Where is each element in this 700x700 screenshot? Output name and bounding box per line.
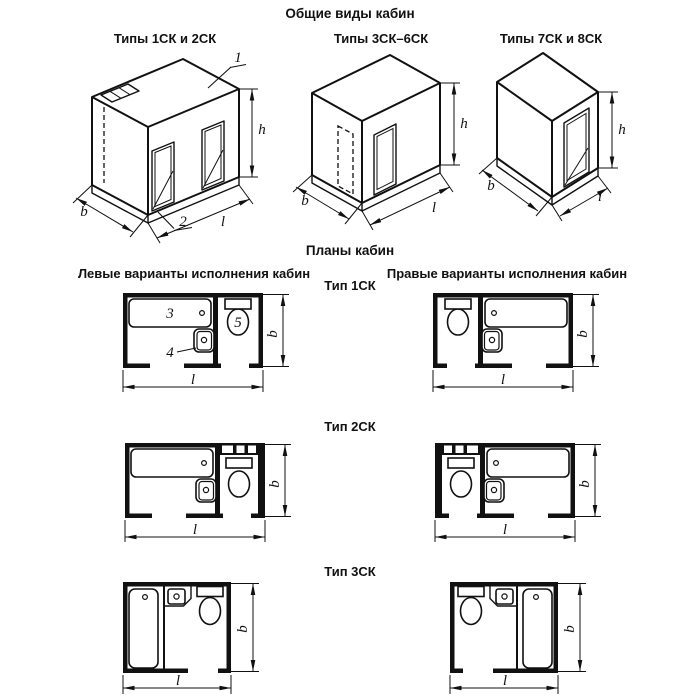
plan-3sk-left-geometry <box>123 582 231 673</box>
dim-label-b: b <box>301 193 309 209</box>
plan-2sk-left-geometry <box>125 443 265 518</box>
plan-1sk-left-geometry <box>123 293 263 368</box>
dim-label-l: l <box>431 200 437 216</box>
figure3-caption: Типы 7СК и 8СК <box>499 31 603 46</box>
dim-label-h: h <box>460 116 468 132</box>
dim-label-h: h <box>618 122 626 138</box>
callout-1-ceiling-panel: 1 <box>234 50 242 66</box>
dim-label-l: l <box>175 673 181 689</box>
roof-vent-grille <box>101 84 139 102</box>
iso-view-types-1sk-2sk <box>73 50 266 243</box>
plan-3sk-left <box>123 582 259 694</box>
dim-label-l: l <box>192 522 198 538</box>
dim-label-l: l <box>500 372 506 388</box>
plan-1sk-right-geometry <box>433 293 573 368</box>
dim-label-b: b <box>577 480 593 488</box>
callout-4-washbasin: 4 <box>166 345 174 361</box>
door-opening-2 <box>202 121 224 190</box>
dim-label-b: b <box>267 480 283 488</box>
dim-label-l: l <box>190 372 196 388</box>
figure1-caption: Типы 1СК и 2СК <box>113 31 217 46</box>
dim-label-b: b <box>575 330 591 338</box>
door-opening-1 <box>152 142 174 211</box>
callout-5-toilet: 5 <box>234 315 242 331</box>
dim-label-b: b <box>265 330 281 338</box>
dim-label-h: h <box>258 122 266 138</box>
plan-3sk-right-geometry <box>450 582 558 673</box>
base-plinth <box>497 158 598 205</box>
dim-label-b: b <box>80 204 88 220</box>
plans-title: Планы кабин <box>305 243 395 258</box>
dim-label-l: l <box>597 189 603 205</box>
plan-3sk-right <box>450 582 586 694</box>
iso-view-types-3sk-6sk <box>293 55 468 230</box>
plan-2sk-left <box>125 443 291 542</box>
plan-1sk-right <box>433 293 599 392</box>
dim-label-b: b <box>487 178 495 194</box>
right-variants-header: Правые варианты исполнения кабин <box>386 266 628 281</box>
callout-3-bath: 3 <box>166 306 174 322</box>
left-variants-header: Левые варианты исполнения кабин <box>77 266 311 281</box>
callout-2-base-panel: 2 <box>179 214 187 230</box>
hidden-door-outline <box>338 126 353 194</box>
door-opening <box>374 124 396 195</box>
type-3sk-label: Тип 3СК <box>324 564 376 579</box>
page-title: Общие виды кабин <box>285 6 415 21</box>
plan-2sk-right <box>435 443 601 542</box>
dim-label-b: b <box>562 625 578 633</box>
iso-view-types-7sk-8sk <box>479 53 626 221</box>
dim-label-l: l <box>502 673 508 689</box>
plan-1sk-left <box>123 293 289 392</box>
type-1sk-label: Тип 1СК <box>324 278 376 293</box>
dim-label-l: l <box>502 522 508 538</box>
base-plinth <box>312 165 440 211</box>
type-2sk-label: Тип 2СК <box>324 419 376 434</box>
plan-2sk-right-geometry <box>435 443 575 518</box>
dim-label-b: b <box>235 625 251 633</box>
dim-label-l: l <box>220 214 226 230</box>
figure2-caption: Типы 3СК–6СК <box>333 31 429 46</box>
